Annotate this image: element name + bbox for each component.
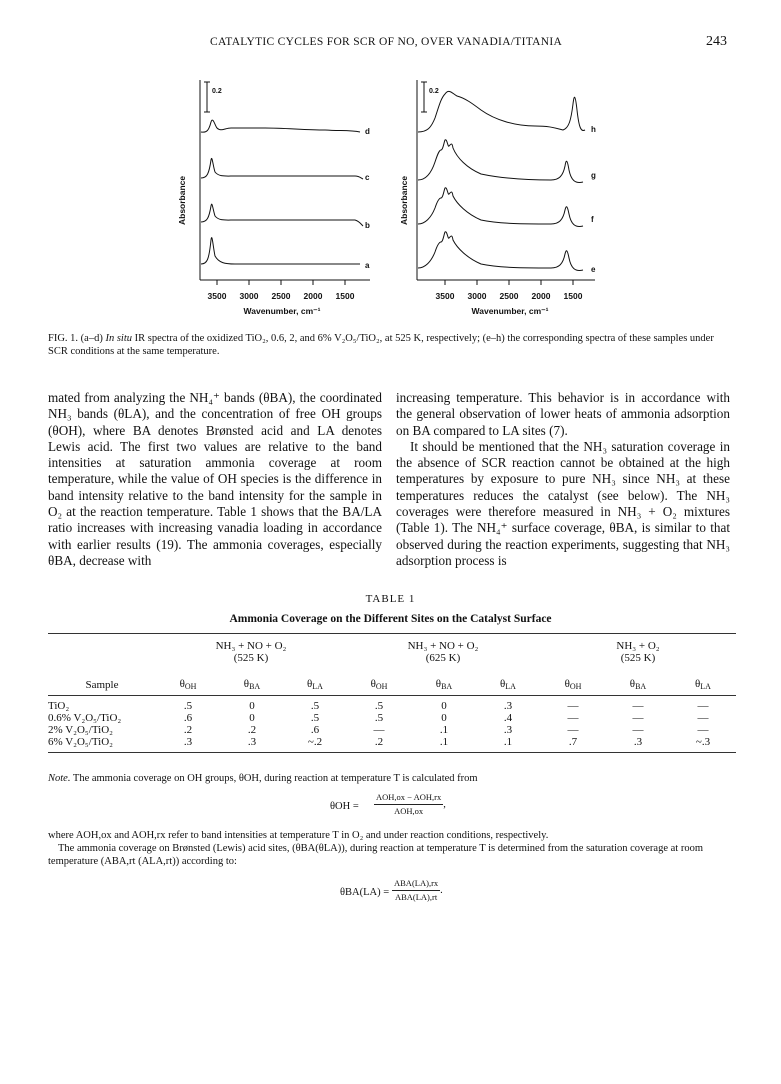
trace-label: d (365, 127, 370, 136)
value-cell: .5 (183, 700, 193, 712)
body-column-left (48, 390, 382, 569)
column-header-theta-la: $\theta_{LA}$ (695, 678, 711, 691)
group-header: NH₃ + O₂ (616, 640, 660, 652)
value-cell: .3 (503, 724, 513, 736)
column-header-theta-oh: $\theta_{OH}$ (179, 678, 197, 691)
column-header-theta-oh: $\theta_{OH}$ (370, 678, 388, 691)
column-header-theta-la: $\theta_{LA}$ (307, 678, 323, 691)
trace-label: h (591, 125, 596, 134)
value-cell: — (632, 700, 644, 712)
value-cell: .3 (606, 736, 670, 753)
trace-label: e (591, 265, 596, 274)
value-cell: .5 (374, 712, 384, 724)
spectrum-e (418, 232, 583, 271)
value-cell: .5 (310, 700, 320, 712)
caption-lead: (a–d) (80, 333, 103, 344)
value-cell: 0 (249, 700, 255, 712)
scale-label: 0.2 (429, 88, 439, 95)
table-title: Ammonia Coverage on the Different Sites on the Catalyst Surface (229, 613, 552, 625)
trace-label: a (365, 261, 370, 270)
value-cell: — (373, 724, 385, 736)
x-tick-label: 3500 (435, 291, 455, 301)
spectrum-b (201, 204, 363, 226)
value-cell: .1 (476, 736, 540, 753)
bronsted-text: The ammonia coverage on Brønsted (Lewis) acid sites, (θBA(θLA)), during reaction at temperature T is determined from the saturation coverage at room temperature (ABA,rt (ALA,rt)) according to: (48, 843, 703, 867)
value-cell: .7 (540, 736, 606, 753)
spectrum-h (418, 91, 585, 132)
sample-cell: 0.6% V₂O₅/TiO₂ (48, 712, 122, 724)
figure-caption (48, 332, 736, 358)
value-cell: — (567, 700, 579, 712)
value-cell: .1 (439, 724, 449, 736)
note-label: Note. (48, 773, 71, 784)
eq1-denominator: AOH,ox (394, 806, 424, 816)
figure-1 (155, 70, 625, 330)
value-cell: .6 (310, 724, 320, 736)
value-cell: .2 (346, 736, 412, 753)
table-row (48, 696, 736, 713)
column-header-theta-oh: $\theta_{OH}$ (564, 678, 582, 691)
eq1-numerator: AOH,ox − AOH,rx (374, 791, 443, 805)
trace-label: b (365, 221, 370, 230)
equation-theta-oh: θOH = $\frac{\text{AOH,ox − AOH,rx}}{\text{AOH,ox}}$ , (330, 792, 446, 816)
eq1-lhs: θOH = (330, 801, 359, 812)
value-cell: .6 (183, 712, 193, 724)
y-axis-label: Absorbance (177, 175, 187, 225)
body-paragraph: mated from analyzing the NH₄⁺ bands (θBA), the coordinated NH₃ bands (θLA), and the concentration of free OH groups (θOH), where BA denotes Brønsted acid and LA denotes Lewis acid. The first two values are relative to the band intensities at saturation ammonia coverage at room temperature, while the value of OH species is the difference in band intensity relative to the band intensity for the sample in O₂ at the reaction temperature. Table 1 shows that the BA/LA ratio increases with increasing vanadia loading in accordance with earlier results (19). The ammonia coverages, especially θBA, decrease with (48, 390, 382, 568)
value-cell: — (632, 724, 644, 736)
value-cell: — (697, 712, 709, 724)
table-row (48, 712, 736, 724)
table-row (48, 736, 736, 753)
value-cell: 0 (249, 712, 255, 724)
value-cell: .2 (247, 724, 257, 736)
group-header: NH₃ + NO + O₂ (407, 640, 479, 652)
group-header: NH₃ + NO + O₂ (215, 640, 287, 652)
x-tick-label: 1500 (335, 291, 355, 301)
sample-cell: TiO₂ (48, 700, 70, 712)
eq2-denominator: ABA(LA),rt (394, 892, 438, 902)
caption-italic: In situ (105, 333, 132, 344)
x-tick-label: 2500 (499, 291, 519, 301)
value-cell: .3 (503, 700, 513, 712)
table-number: TABLE 1 (365, 593, 416, 605)
x-tick-label: 2500 (271, 291, 291, 301)
spectrum-g (418, 140, 583, 183)
value-cell: .2 (183, 724, 193, 736)
sample-cell: 2% V₂O₅/TiO₂ (48, 724, 113, 736)
value-cell: .1 (412, 736, 476, 753)
spectrum-c (201, 158, 363, 179)
trace-label: c (365, 173, 370, 182)
page-number: 243 (706, 34, 727, 49)
body-column-right (396, 390, 730, 569)
equation-theta-ba: θBA(LA) = $\frac{\text{ABA(LA),rx}}{\text{ABA(LA),rt}}$ . (340, 878, 443, 902)
y-axis-label: Absorbance (399, 175, 409, 225)
column-header-theta-la: $\theta_{LA}$ (500, 678, 516, 691)
value-cell: — (567, 712, 579, 724)
x-tick-label: 2000 (531, 291, 551, 301)
running-title: CATALYTIC CYCLES FOR SCR OF NO, OVER VANADIA/TITANIA (210, 36, 563, 48)
x-tick-label: 2000 (303, 291, 323, 301)
x-tick-label: 3500 (207, 291, 227, 301)
spectrum-d (201, 120, 360, 132)
x-tick-label: 3000 (467, 291, 487, 301)
value-cell: 0 (441, 712, 447, 724)
table-row (48, 724, 736, 736)
value-cell: ~.2 (284, 736, 346, 753)
scale-label: 0.2 (212, 88, 222, 95)
body-paragraph: It should be mentioned that the NH₃ saturation coverage in the absence of SCR reaction cannot be obtained at the high temperatures by exposure to pure NH₃ since NH₃ at these temperatures reduces the catalyst (see below). The NH₃ coverages were therefore measured in NH₃ + O₂ mixtures (Table 1). The NH₄⁺ surface coverage, θBA, is similar to that observed during the reaction experiments, suggesting that NH₃ adsorption process is (396, 438, 730, 568)
value-cell: — (567, 724, 579, 736)
x-axis-label: Wavenumber, cm⁻¹ (243, 306, 321, 316)
spectrum-f (418, 188, 583, 227)
group-temp: (525 K) (620, 652, 656, 664)
value-cell: — (697, 724, 709, 736)
table-notes (48, 772, 736, 914)
value-cell: .3 (220, 736, 284, 753)
right-panel (399, 80, 596, 316)
coverage-table (48, 633, 736, 753)
x-tick-label: 3000 (239, 291, 259, 301)
value-cell: — (632, 712, 644, 724)
group-temp: (525 K) (233, 652, 269, 664)
eq2-lhs: θBA(LA) = (340, 887, 390, 898)
caption-label: FIG. 1. (48, 333, 79, 344)
x-tick-label: 1500 (563, 291, 583, 301)
sample-cell: 6% V₂O₅/TiO₂ (48, 736, 156, 753)
trace-label: f (591, 215, 594, 224)
where-text: where AOH,ox and AOH,rx refer to band intensities at temperature T in O₂ and under reaction conditions, respectively. (48, 830, 549, 841)
note-text: The ammonia coverage on OH groups, θOH, during reaction at temperature T is calculated from (72, 773, 478, 784)
body-paragraph: increasing temperature. This behavior is in accordance with the general observation of lower heats of ammonia adsorption on BA compared to LA sites (7). (396, 390, 730, 438)
column-header-theta-ba: $\theta_{BA}$ (243, 678, 261, 691)
group-temp: (625 K) (425, 652, 461, 664)
spectrum-a (201, 238, 360, 264)
ir-spectra-figure (155, 70, 625, 330)
value-cell: .3 (156, 736, 220, 753)
column-header-theta-ba: $\theta_{BA}$ (435, 678, 453, 691)
column-header-theta-ba: $\theta_{BA}$ (629, 678, 647, 691)
value-cell: ~.3 (670, 736, 736, 753)
value-cell: .5 (310, 712, 320, 724)
trace-label: g (591, 171, 596, 180)
x-axis-label: Wavenumber, cm⁻¹ (471, 306, 549, 316)
sample-header: Sample (85, 678, 119, 691)
left-panel (177, 80, 370, 316)
caption-text: IR spectra of the oxidized TiO₂, 0.6, 2, and 6% V₂O₅/TiO₂, at 525 K, respectively; (e–h) the corresponding spectra of these samples under SCR conditions at the same temperature. (48, 333, 714, 357)
value-cell: — (697, 700, 709, 712)
value-cell: .5 (374, 700, 384, 712)
value-cell: .4 (503, 712, 513, 724)
eq2-numerator: ABA(LA),rx (392, 877, 440, 891)
value-cell: 0 (441, 700, 447, 712)
running-head (0, 36, 781, 52)
